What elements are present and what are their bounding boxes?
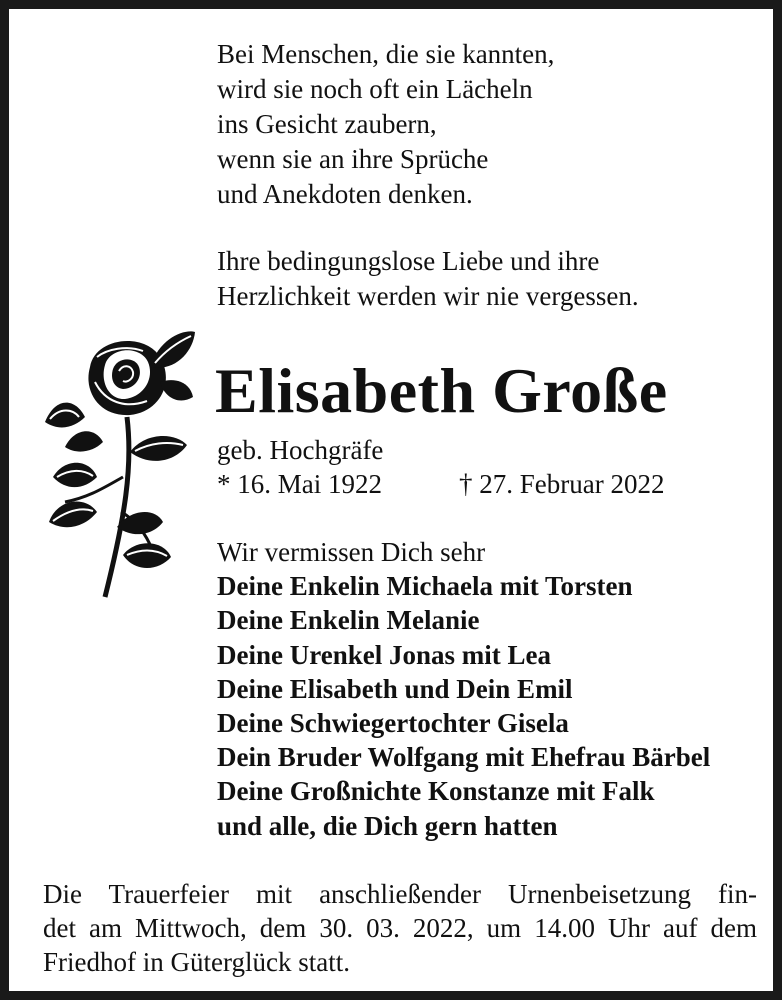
funeral-notice: [43, 877, 757, 979]
death-date: † 27. Februar 2022: [459, 469, 665, 499]
poem-line: und Anekdoten denken.: [217, 179, 473, 209]
mourner-line: Deine Urenkel Jonas mit Lea: [217, 639, 551, 670]
mourner-line: Deine Schwiegertochter Gisela: [217, 708, 569, 739]
mourner-line: Deine Enkelin Michaela mit Torsten: [217, 571, 633, 602]
poem-line: Ihre bedingungslose Liebe und ihre: [217, 246, 600, 276]
birth-name: geb. Hochgräfe: [217, 435, 384, 465]
funeral-line: det am Mittwoch, dem 30. 03. 2022, um 14.00 Uhr auf dem: [43, 913, 757, 943]
mourner-line: und alle, die Dich gern hatten: [217, 810, 558, 841]
birth-date: * 16. Mai 1922: [217, 469, 382, 499]
mourner-line: Dein Bruder Wolfgang mit Ehefrau Bärbel: [217, 742, 711, 773]
mourner-line: Deine Großnichte Konstanze mit Falk: [217, 776, 655, 807]
poem-line: ins Gesicht zaubern,: [217, 109, 437, 139]
deceased-info: [217, 433, 757, 501]
mourners-list: [217, 535, 710, 843]
poem-line: Herzlichkeit werden wir nie vergessen.: [217, 281, 639, 311]
poem-line: Bei Menschen, die sie kannten,: [217, 39, 555, 69]
deceased-name: Elisabeth Große: [215, 355, 668, 426]
poem-line: wenn sie an ihre Sprüche: [217, 144, 489, 174]
funeral-line: Die Trauerfeier mit anschließender Urnenbeisetzung fin-: [43, 879, 757, 909]
mourner-line: Deine Enkelin Melanie: [217, 605, 480, 636]
poem: [217, 37, 777, 314]
rose-icon: [35, 327, 201, 607]
funeral-line: Friedhof in Güterglück statt.: [43, 947, 350, 977]
rose-blossom: [88, 341, 165, 415]
stanza-gap: [217, 212, 777, 244]
mourner-line: Deine Elisabeth und Dein Emil: [217, 673, 573, 704]
poem-line: wird sie noch oft ein Lächeln: [217, 74, 533, 104]
life-dates: [217, 467, 757, 501]
family-intro: Wir vermissen Dich sehr: [217, 537, 486, 567]
